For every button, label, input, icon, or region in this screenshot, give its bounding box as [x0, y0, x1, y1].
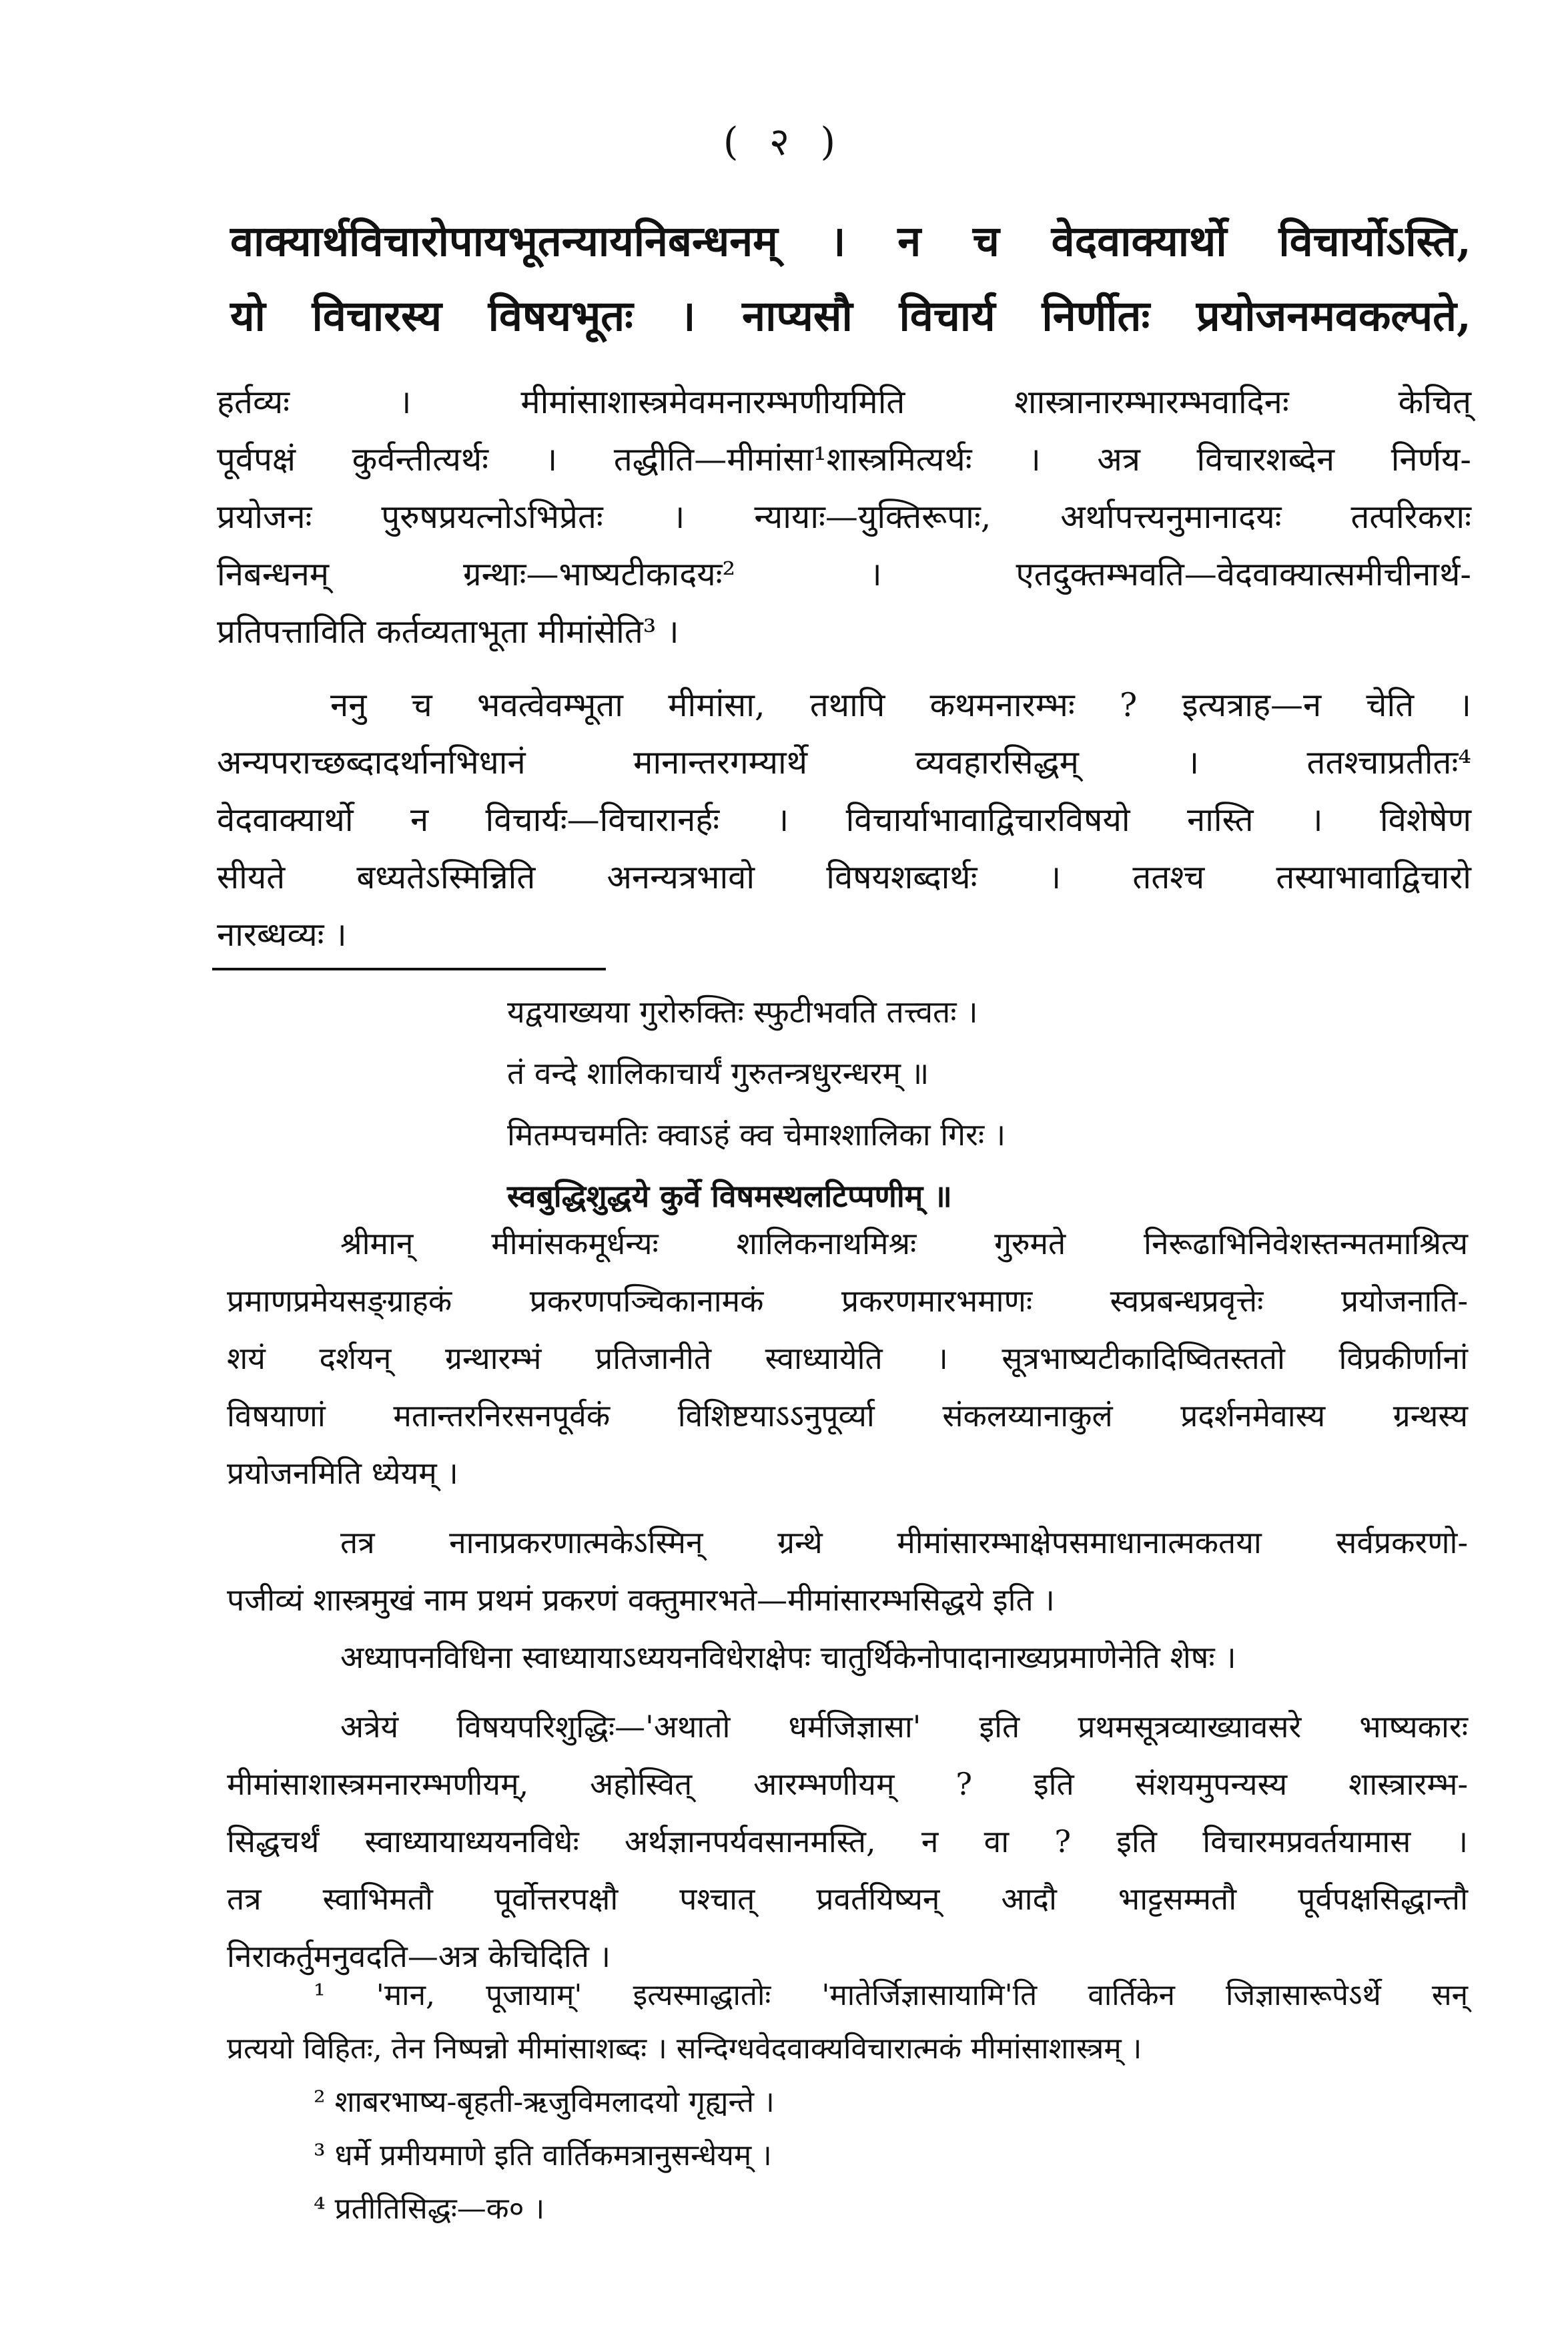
commentary-line: निबन्धनम् ग्रन्थाः—भाष्यटीकादयः² । एतदुक्तम्भवति—वेदवाक्यात्समीचीनार्थ-: [217, 555, 1471, 593]
tika-line: मीमांसाशास्त्रमनारम्भणीयम्, अहोस्वित् आरम्भणीयम् ? इति संशयमुपन्यस्य शास्त्रारम्भ-: [227, 1766, 1468, 1802]
commentary-paragraph: [217, 374, 1471, 661]
verse-line: तं वन्दे शालिकाचार्यं गुरुतन्त्रधुरन्धरम् ॥: [507, 1055, 929, 1091]
commentary-line: वेदवाक्यार्थो न विचार्यः—विचारानर्हः । विचार्याभावाद्विचारविषयो नास्ति । विशेषेण: [217, 801, 1471, 839]
tika-line: तत्र नानाप्रकरणात्मकेऽस्मिन् ग्रन्थे मीमांसारम्भाक्षेपसमाधानात्मकतया सर्वप्रकरणो-: [340, 1524, 1468, 1560]
tika-line: शयं दर्शयन् ग्रन्थारम्भं प्रतिजानीते स्वाध्यायेति । सूत्रभाष्यटीकादिष्वितस्ततो विप्रकीर्णानां: [227, 1340, 1468, 1376]
invocation-verse: [0, 981, 1568, 1227]
commentary-line: नारब्धव्यः ।: [217, 916, 347, 954]
commentary-line: ननु च भवत्वेवम्भूता मीमांसा, तथापि कथमनारम्भः ? इत्यत्राह—न चेति ।: [330, 686, 1471, 724]
main-text: [230, 204, 1471, 353]
commentary-line: प्रतिपत्ताविति कर्तव्यताभूता मीमांसेति³ ।: [217, 613, 679, 651]
tika-line: प्रमाणप्रमेयसङ्ग्राहकं प्रकरणपञ्चिकानामकं प्रकरणमारभमाणः स्वप्रबन्धप्रवृत्तेः प्रयोजनाति-: [227, 1283, 1468, 1319]
commentary-paragraph: [217, 677, 1471, 964]
commentary-line: सीयते बध्यतेऽस्मिन्निति अनन्यत्रभावो विषयशब्दार्थः । ततश्च तस्याभावाद्विचारो: [217, 858, 1471, 896]
footnote-line: प्रत्ययो विहितः, तेन निष्पन्नो मीमांसाशब्दः । सन्दिग्धवेदवाक्यविचारात्मकं मीमांसाशास्त्रम् ।: [227, 2032, 1142, 2066]
tika-line: प्रयोजनमिति ध्येयम् ।: [227, 1455, 458, 1491]
main-text-line: वाक्यार्थविचारोपायभूतन्यायनिबन्धनम् । न च वेदवाक्यार्थो विचार्योऽस्ति,: [230, 216, 1471, 266]
page-number: ( २ ): [723, 119, 845, 164]
footnote-line: ⁴ प्रतीतिसिद्धः—क० ।: [314, 2192, 545, 2226]
tika-line: निराकर्तुमनुवदति—अत्र केचिदिति ।: [227, 1938, 611, 1974]
tika-paragraph: [227, 1514, 1468, 1686]
commentary-line: पूर्वपक्षं कुर्वन्तीत्यर्थः । तद्धीति—मीमांसा¹शास्त्रमित्यर्थः । अत्र विचारशब्देन निर्णय-: [217, 441, 1471, 479]
tika-line: विषयाणां मतान्तरनिरसनपूर्वकं विशिष्टयाऽऽनुपूर्व्या संकलय्यानाकुलं प्रदर्शनमेवास्य ग्रन्थस्य: [227, 1398, 1469, 1434]
footnote-line: ² शाबरभाष्य-बृहती-ऋजुविमलादयो गृह्यन्ते ।: [314, 2085, 775, 2119]
tika-line: सिद्धचर्थं स्वाध्यायाध्ययनविधेः अर्थज्ञानपर्यवसानमस्ति, न वा ? इति विचारमप्रवर्तयामास ।: [227, 1823, 1468, 1859]
verse-line: स्वबुद्धिशुद्धये कुर्वे विषमस्थलटिप्पणीम् ॥: [507, 1178, 952, 1214]
tika-commentary: [227, 1215, 1468, 1997]
tika-line: तत्र स्वाभिमतौ पूर्वोत्तरपक्षौ पश्चात् प्रवर्तयिष्यन् आदौ भाट्टसम्मतौ पूर्वपक्षसिद्धान्तौ: [227, 1881, 1468, 1917]
tika-line: अध्यापनविधिना स्वाध्यायाऽध्ययनविधेराक्षेपः चातुर्थिकेनोपादानाख्यप्रमाणेनेति शेषः ।: [340, 1639, 1236, 1675]
footnote-line: ¹ 'मान, पूजायाम्' इत्यस्माद्धातोः 'मातेर्जिज्ञासायामि'ति वार्तिकेन जिज्ञासारूपेऽर्थे सन्: [314, 1978, 1468, 2012]
tika-line: अत्रेयं विषयपरिशुद्धिः—'अथातो धर्मजिज्ञासा' इति प्रथमसूत्रव्याख्यावसरे भाष्यकारः: [340, 1709, 1468, 1745]
verse-line: यद्वयाख्यया गुरोरुक्तिः स्फुटीभवति तत्त्वतः ।: [507, 994, 978, 1030]
section-divider: [212, 968, 606, 970]
commentary-line: हर्तव्यः । मीमांसाशास्त्रमेवमनारम्भणीयमिति शास्त्रानारम्भारम्भवादिनः केचित्: [217, 383, 1471, 421]
main-text-line: यो विचारस्य विषयभूतः । नाप्यसौ विचार्य निर्णीतः प्रयोजनमवकल्पते,: [230, 291, 1471, 340]
footnote-line: ³ धर्मे प्रमीयमाणे इति वार्तिकमत्रानुसन्धेयम् ।: [314, 2138, 772, 2172]
tika-line: पजीव्यं शास्त्रमुखं नाम प्रथमं प्रकरणं वक्तुमारभते—मीमांसारम्भसिद्धये इति ।: [227, 1582, 1055, 1618]
commentary: [217, 374, 1471, 964]
tika-line: श्रीमान् मीमांसकमूर्धन्यः शालिकनाथमिश्रः गुरुमते निरूढाभिनिवेशस्तन्मतमाश्रित्य: [340, 1225, 1468, 1261]
verse-line: मितम्पचमतिः क्वाऽहं क्व चेमाश्शालिका गिरः ।: [507, 1117, 1006, 1153]
footnotes: [227, 1969, 1468, 2236]
commentary-line: अन्यपराच्छब्दादर्थानभिधानं मानान्तरगम्यार्थे व्यवहारसिद्धम् । ततश्चाप्रतीतः⁴: [217, 744, 1471, 782]
tika-paragraph: [227, 1215, 1468, 1502]
commentary-line: प्रयोजनः पुरुषप्रयत्नोऽभिप्रेतः । न्यायाः—युक्तिरूपाः, अर्थापत्त्यनुमानादयः तत्परिकराः: [217, 498, 1471, 536]
tika-paragraph: [227, 1698, 1468, 1985]
